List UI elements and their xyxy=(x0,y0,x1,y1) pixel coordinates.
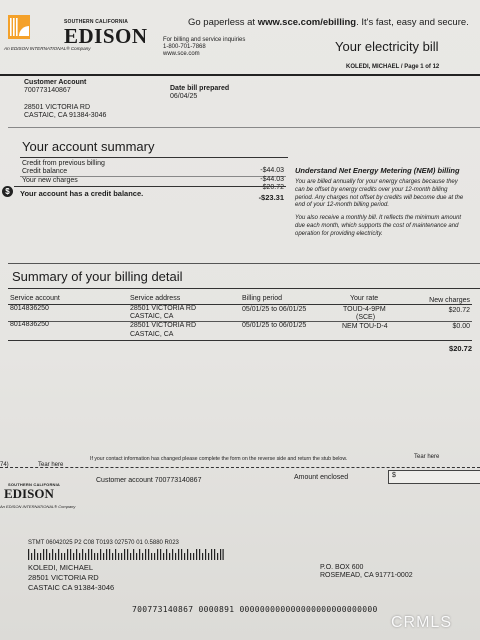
summary-row-label: Credit balance xyxy=(22,168,68,175)
mailing-address-line2: CASTAIC CA 91384-3046 xyxy=(28,583,115,592)
row-account: 8014836250 xyxy=(10,321,49,328)
stmt-code: STMT 06042025 P2 C08 T0193 027570 01 0.5880 R023 xyxy=(28,540,179,546)
paperless-banner: Go paperless at www.sce.com/ebilling. It's fast, easy and secure. xyxy=(188,17,469,28)
logo-name: EDISON xyxy=(64,24,148,48)
dollar-icon: $ xyxy=(2,186,13,197)
summary-row-amount: -$44.03 xyxy=(260,176,284,183)
summary-total-rule xyxy=(14,186,286,187)
stub-logo-line1: SOUTHERN CALIFORNIA xyxy=(8,482,61,487)
header-divider xyxy=(0,74,480,76)
row-rate-sub: (SCE) xyxy=(356,314,376,321)
header-new-charges: New charges xyxy=(429,297,470,304)
stub-edge-number: 74) xyxy=(0,462,9,468)
account-label: Customer Account xyxy=(24,79,87,86)
credit-balance-total: -$23.31 xyxy=(258,193,284,202)
bill-date: 06/04/25 xyxy=(170,93,198,100)
summary-row-amount: -$44.03 xyxy=(260,167,284,174)
billing-title-rule xyxy=(8,288,480,289)
row-rate: NEM TOU-D-4 xyxy=(342,323,388,330)
ocr-scanline: 700773140867 0000891 000000000000000000000000000 xyxy=(132,605,378,614)
postal-barcode-icon xyxy=(28,549,224,560)
summary-row-label: Credit from previous billing xyxy=(22,160,105,167)
service-address-line2: CASTAIC, CA 91384-3046 xyxy=(24,112,107,119)
row-charge: $20.72 xyxy=(448,307,470,314)
stub-notice: If your contact information has changed please complete the form on the reverse side and return the stub below. xyxy=(90,456,348,462)
account-number: 700773140867 xyxy=(24,87,71,94)
billing-title: Summary of your billing detail xyxy=(12,269,183,284)
summary-row-amount: $20.72 xyxy=(262,184,284,191)
logo-tagline: An EDISON INTERNATIONAL® Company xyxy=(4,46,91,51)
amount-dollar-sign: $ xyxy=(392,472,396,479)
stub-logo-name: EDISON xyxy=(4,486,54,501)
row-charge: $0.00 xyxy=(452,323,470,330)
summary-title-rule xyxy=(20,157,288,158)
tear-here-right: Tear here xyxy=(414,454,440,460)
row-account: 8014836250 xyxy=(10,305,49,312)
header-service-account: Service account xyxy=(10,295,60,302)
date-label: Date bill prepared xyxy=(170,85,230,92)
stub-logo-tagline: An EDISON INTERNATIONAL® Company xyxy=(0,504,76,509)
summary-title: Your account summary xyxy=(22,139,155,154)
header-billing-period: Billing period xyxy=(242,295,283,302)
amount-enclosed-label: Amount enclosed xyxy=(294,474,349,481)
row-divider xyxy=(8,321,472,322)
header-customer: KOLEDI, MICHAEL / Page 1 of 12 xyxy=(346,64,440,70)
edison-sun-logo-icon xyxy=(8,15,30,39)
row-address1: 28501 VICTORIA RD xyxy=(130,322,197,329)
header-service-address: Service address xyxy=(130,295,181,302)
credit-balance-message: Your account has a credit balance. xyxy=(20,189,144,198)
nem-title: Understand Net Energy Metering (NEM) billing xyxy=(295,166,460,175)
crmls-watermark: CRMLS xyxy=(390,614,452,631)
service-address-line1: 28501 VICTORIA RD xyxy=(24,104,91,111)
billing-header-rule xyxy=(8,304,472,305)
logo-line1: SOUTHERN CALIFORNIA xyxy=(64,19,129,25)
nem-paragraph-1: You are billed annually for your energy charges because they can be offset by energy credits over your 12-month billing period. Any charges not offset by credits will become due at the end of your 12-month billing period. xyxy=(295,179,464,209)
summary-row-label: Your new charges xyxy=(22,177,78,184)
bill-title: Your electricity bill xyxy=(335,39,439,54)
amount-enclosed-field[interactable] xyxy=(388,470,480,484)
row-rate: TOUD-4-9PM xyxy=(343,306,386,313)
mailing-name: KOLEDI, MICHAEL xyxy=(28,563,94,572)
mailing-address-line1: 28501 VICTORIA RD xyxy=(28,573,99,582)
remit-address-line1: P.O. BOX 600 xyxy=(320,564,364,571)
header-your-rate: Your rate xyxy=(350,295,379,302)
nem-paragraph-2: You also receive a monthly bill. It reflects the minimum amount due each month, which supports the cost of maintenance and operation for providing electricity. xyxy=(295,215,462,237)
tear-here-left: Tear here xyxy=(38,462,64,468)
nem-info-panel xyxy=(295,166,467,239)
stub-account: Customer account 700773140867 xyxy=(96,477,202,484)
billing-total-rule xyxy=(8,340,472,341)
paperless-url[interactable]: www.sce.com/ebilling xyxy=(257,17,357,28)
tear-line xyxy=(0,467,480,468)
row-address1: 28501 VICTORIA RD xyxy=(130,305,197,312)
billing-total: $20.72 xyxy=(449,344,472,353)
row-period: 05/01/25 to 06/01/25 xyxy=(242,322,307,329)
remit-address-line2: ROSEMEAD, CA 91771-0002 xyxy=(320,572,413,579)
row-address2: CASTAIC, CA xyxy=(130,331,174,338)
contact-line1: For billing and service inquiries xyxy=(163,37,246,43)
page-label: Page 1 of 12 xyxy=(404,64,440,70)
account-divider xyxy=(8,127,480,128)
row-period: 05/01/25 to 06/01/25 xyxy=(242,306,307,313)
summary-divider xyxy=(8,263,480,264)
contact-web: www.sce.com xyxy=(163,51,200,57)
row-address2: CASTAIC, CA xyxy=(130,313,174,320)
contact-phone: 1-800-701-7868 xyxy=(163,44,206,50)
